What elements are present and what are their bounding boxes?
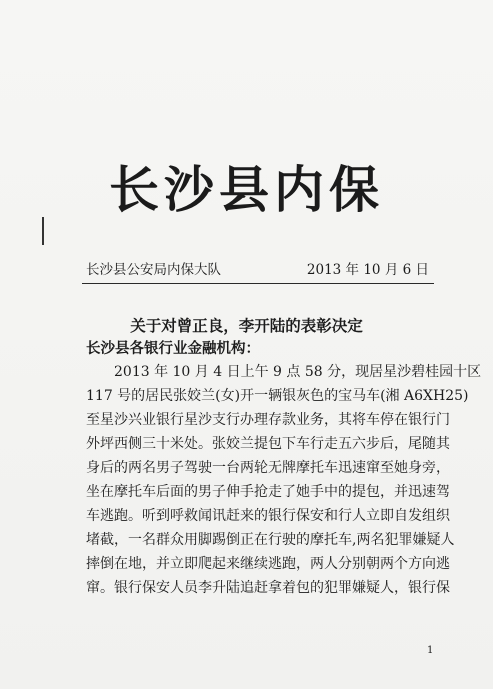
body-line: 堵截，一名群众用脚踢倒正在行驶的摩托车,两名犯罪嫌疑人 — [86, 532, 455, 548]
body-line: 外坪西侧三十米处。张姣兰提包下车行走五六步后，尾随其 — [86, 436, 450, 452]
body-line: 至星沙兴业银行星沙支行办理存款业务，其将车停在银行门 — [86, 412, 450, 428]
body-line: 坐在摩托车后面的男子伸手抢走了她手中的提包，并迅速驾 — [86, 484, 450, 500]
body-line: 117 号的居民张姣兰(女)开一辆银灰色的宝马车(湘 A6XH25) — [86, 388, 469, 404]
body-line: 摔倒在地，并立即爬起来继续逃跑，两人分别朝两个方向逃 — [86, 556, 450, 572]
issue-date: 2013 年 10 月 6 日 — [306, 262, 429, 278]
header-divider — [82, 283, 434, 284]
page-number: 1 — [427, 645, 434, 656]
binding-mark — [42, 217, 44, 245]
addressee: 长沙县各银行业金融机构： — [86, 340, 260, 357]
body-line: 2013 年 10 月 4 日上午 9 点 58 分，现居星沙碧桂园十区 — [114, 364, 482, 380]
body-line: 窜。银行保安人员李升陆追赶拿着包的犯罪嫌疑人，银行保 — [86, 580, 450, 596]
document-title: 关于对曾正良，李开陆的表彰决定 — [130, 316, 363, 335]
issuer-name: 长沙县公安局内保大队 — [86, 262, 221, 278]
letterhead-title: 长沙县内保 — [109, 160, 384, 219]
body-line: 身后的两名男子驾驶一台两轮无牌摩托车迅速窜至她身旁， — [86, 460, 450, 476]
body-line: 车逃跑。听到呼救闻讯赶来的银行保安和行人立即自发组织 — [86, 508, 450, 524]
